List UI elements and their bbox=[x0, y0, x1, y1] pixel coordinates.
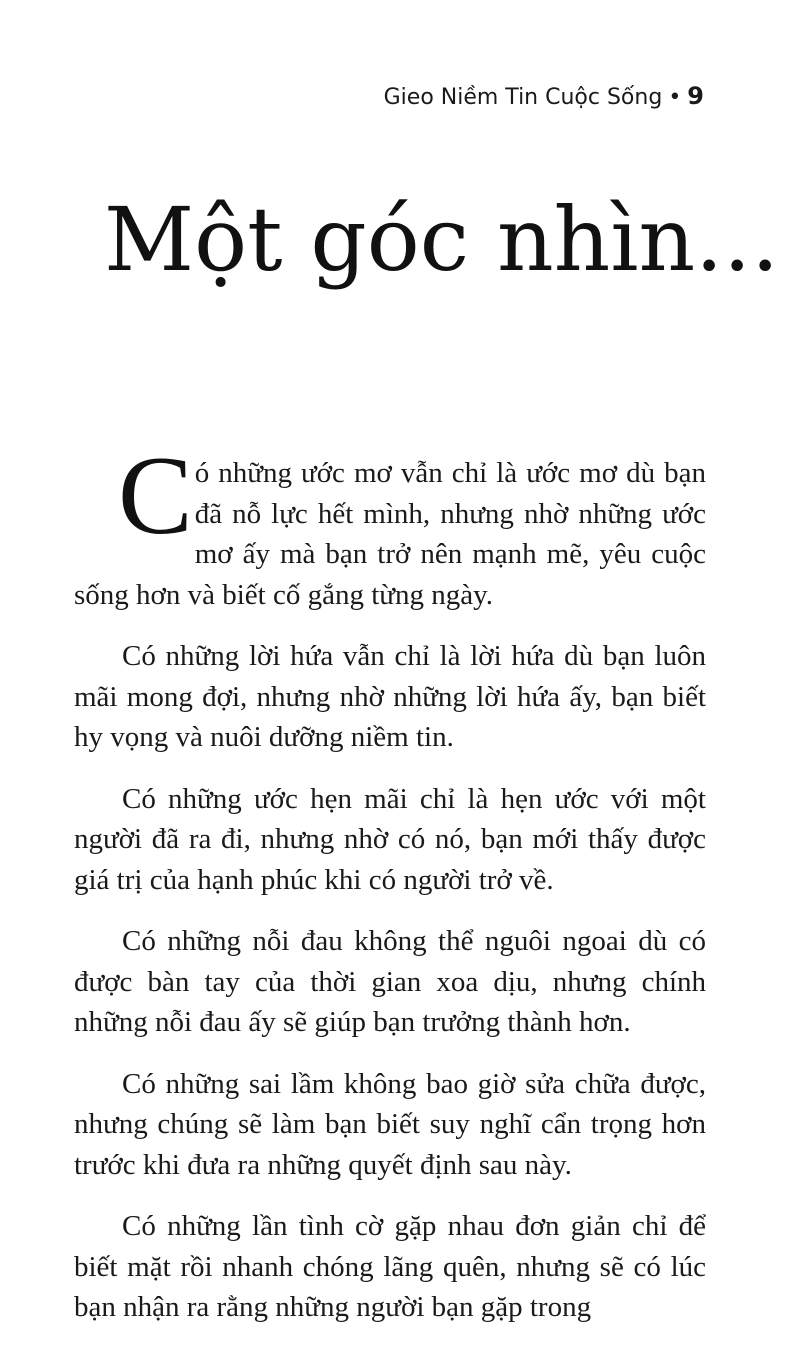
drop-cap: C bbox=[118, 434, 193, 558]
paragraph-1-text: ó những ước mơ vẫn chỉ là ước mơ dù bạn đã nỗ lực hết mình, nhưng nhờ những ước mơ ấy mà bạn trở nên mạnh mẽ, yêu cuộc sống hơn và biết cố gắng từng ngày. bbox=[74, 457, 706, 611]
body-text bbox=[74, 434, 706, 1349]
paragraph-3: Có những ước hẹn mãi chỉ là hẹn ước với một người đã ra đi, nhưng nhờ có nó, bạn mới thấy được giá trị của hạnh phúc khi có người trở về. bbox=[74, 782, 706, 896]
paragraph-4: Có những nỗi đau không thể nguôi ngoai dù có được bàn tay của thời gian xoa dịu, nhưng chính những nỗi đau ấy sẽ giúp bạn trưởng thành hơn. bbox=[74, 925, 706, 1038]
running-title: Gieo Niềm Tin Cuộc Sống bbox=[383, 85, 663, 110]
page-number: 9 bbox=[687, 82, 704, 110]
header-bullet: • bbox=[668, 85, 682, 110]
paragraph-6: Có những lần tình cờ gặp nhau đơn giản chỉ để biết mặt rồi nhanh chóng lãng quên, nhưng sẽ có lúc bạn nhận ra rằng những người bạn gặp trong bbox=[74, 1210, 706, 1323]
paragraph-5: Có những sai lầm không bao giờ sửa chữa được, nhưng chúng sẽ làm bạn biết suy nghĩ cẩn trọng hơn trước khi đưa ra những quyết định sau này. bbox=[74, 1067, 706, 1181]
chapter-title: Một góc nhìn... bbox=[104, 188, 780, 291]
running-header bbox=[384, 82, 704, 110]
paragraph-1 bbox=[74, 434, 706, 615]
paragraph-2: Có những lời hứa vẫn chỉ là lời hứa dù bạn luôn mãi mong đợi, nhưng nhờ những lời hứa ấy, bạn biết hy vọng và nuôi dưỡng niềm tin. bbox=[74, 640, 706, 753]
